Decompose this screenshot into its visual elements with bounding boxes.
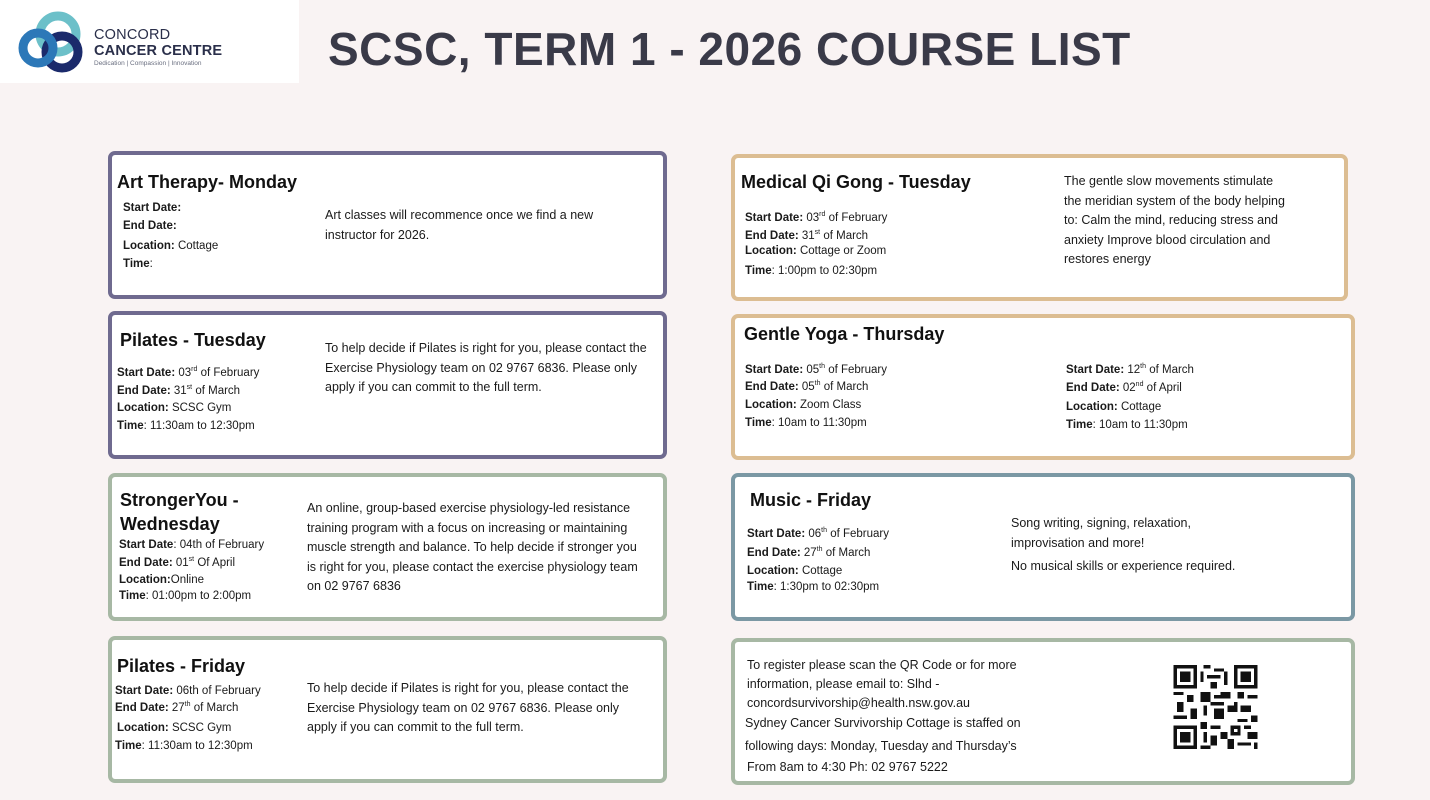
strongeryou-card	[108, 473, 667, 621]
music-time: Time: 1:30pm to 02:30pm	[747, 581, 880, 593]
music-card	[731, 473, 1355, 621]
page-title: SCSC, TERM 1 - 2026 COURSE LIST	[328, 23, 1131, 75]
pilates-tuesday-location: Location: SCSC Gym	[117, 402, 232, 414]
register-line1: To register please scan the QR Code or for more	[747, 658, 1017, 672]
qigong-title: Medical Qi Gong - Tuesday	[741, 172, 971, 192]
pilates-friday-time: Time: 11:30am to 12:30pm	[115, 740, 253, 752]
yoga-a-location: Location: Zoom Class	[745, 399, 862, 411]
qigong-end: End Date: 31st of March	[745, 229, 869, 242]
register-card	[731, 638, 1355, 785]
yoga-b-location: Location: Cottage	[1066, 401, 1162, 413]
strongeryou-description: An online, group-based exercise physiology-led resistance training program with a focus on increasing or maintaining muscle strength and balance. To help decide if stronger you is right for you, please contact the exercise physiology team on 02 9767 6836	[307, 501, 638, 593]
qigong-location: Location: Cottage or Zoom	[745, 245, 887, 257]
pilates-tuesday-start: Start Date: 03rd of February	[117, 366, 260, 379]
qr-code-icon[interactable]	[1163, 665, 1268, 749]
strongeryou-start: Start Date: 04th of February	[119, 539, 265, 551]
art-therapy-card	[108, 151, 667, 299]
yoga-b-end: End Date: 02nd of April	[1066, 381, 1182, 394]
music-start: Start Date: 06th of February	[747, 527, 890, 540]
pilates-tuesday-time: Time: 11:30am to 12:30pm	[117, 420, 255, 432]
logo-box	[0, 0, 299, 83]
pilates-friday-title: Pilates - Friday	[117, 656, 246, 676]
pilates-friday-end: End Date: 27th of March	[115, 701, 239, 714]
strongeryou-title: StrongerYou - Wednesday	[120, 490, 239, 534]
pilates-tuesday-title: Pilates - Tuesday	[120, 330, 266, 350]
music-end: End Date: 27th of March	[747, 546, 871, 559]
logo-tagline: Dedication | Compassion | Innovation	[94, 60, 202, 67]
logo-line1: CONCORD	[94, 27, 171, 43]
yoga-a-time: Time: 10am to 11:30pm	[745, 417, 867, 429]
pilates-friday-start: Start Date: 06th of February	[115, 685, 261, 697]
qigong-card	[731, 154, 1348, 301]
yoga-title: Gentle Yoga - Thursday	[744, 324, 945, 344]
art-therapy-start: Start Date:	[123, 202, 182, 214]
logo-name	[94, 27, 222, 59]
yoga-b-start: Start Date: 12th of March	[1066, 363, 1194, 376]
logo-line2: CANCER CENTRE	[94, 43, 223, 59]
qigong-description: The gentle slow movements stimulate the meridian system of the body helping to: Calm the mind, reducing stress and anxiety Improve blood circulation and restores energy	[1064, 174, 1285, 266]
register-line2: information, please email to: Slhd -	[747, 677, 940, 691]
art-therapy-location: Location: Cottage	[123, 240, 219, 252]
art-therapy-end: End Date:	[123, 220, 177, 232]
music-description: Song writing, signing, relaxation, improvisation and more!	[1011, 516, 1191, 550]
concord-logo-icon	[14, 8, 84, 76]
art-therapy-title: Art Therapy- Monday	[117, 172, 298, 192]
register-email[interactable]: concordsurvivorship@health.nsw.gov.au	[747, 696, 970, 710]
register-line5: following days: Monday, Tuesday and Thursday’s	[745, 739, 1017, 753]
pilates-friday-card	[108, 636, 667, 783]
register-line4: Sydney Cancer Survivorship Cottage is staffed on	[745, 716, 1021, 730]
yoga-a-end: End Date: 05th of March	[745, 380, 869, 393]
art-therapy-description: Art classes will recommence once we find a new instructor for 2026.	[325, 208, 594, 242]
yoga-a-start: Start Date: 05th of February	[745, 363, 888, 376]
strongeryou-end: End Date: 01st Of April	[119, 556, 236, 569]
register-line6: From 8am to 4:30 Ph: 02 9767 5222	[747, 760, 948, 774]
qigong-time: Time: 1:00pm to 02:30pm	[745, 265, 878, 277]
music-location: Location: Cottage	[747, 565, 843, 577]
pilates-tuesday-end: End Date: 31st of March	[117, 384, 241, 397]
pilates-tuesday-card	[108, 311, 667, 459]
music-note: No musical skills or experience required.	[1011, 559, 1236, 573]
strongeryou-time: Time: 01:00pm to 2:00pm	[119, 590, 252, 602]
strongeryou-location: Location:Online	[119, 574, 204, 586]
art-therapy-time: Time:	[123, 258, 153, 270]
pilates-friday-location: Location: SCSC Gym	[117, 722, 232, 734]
yoga-b-time: Time: 10am to 11:30pm	[1066, 419, 1188, 431]
music-title: Music - Friday	[750, 490, 872, 510]
pilates-tuesday-description: To help decide if Pilates is right for you, please contact the Exercise Physiology team on 02 9767 6836. Please only apply if you can commit to the full term.	[325, 341, 647, 394]
yoga-card	[731, 314, 1355, 460]
qigong-start: Start Date: 03rd of February	[745, 211, 888, 224]
pilates-friday-description: To help decide if Pilates is right for you, please contact the Exercise Physiology team on 02 9767 6836. Please only apply if you can commit to the full term.	[307, 681, 629, 734]
